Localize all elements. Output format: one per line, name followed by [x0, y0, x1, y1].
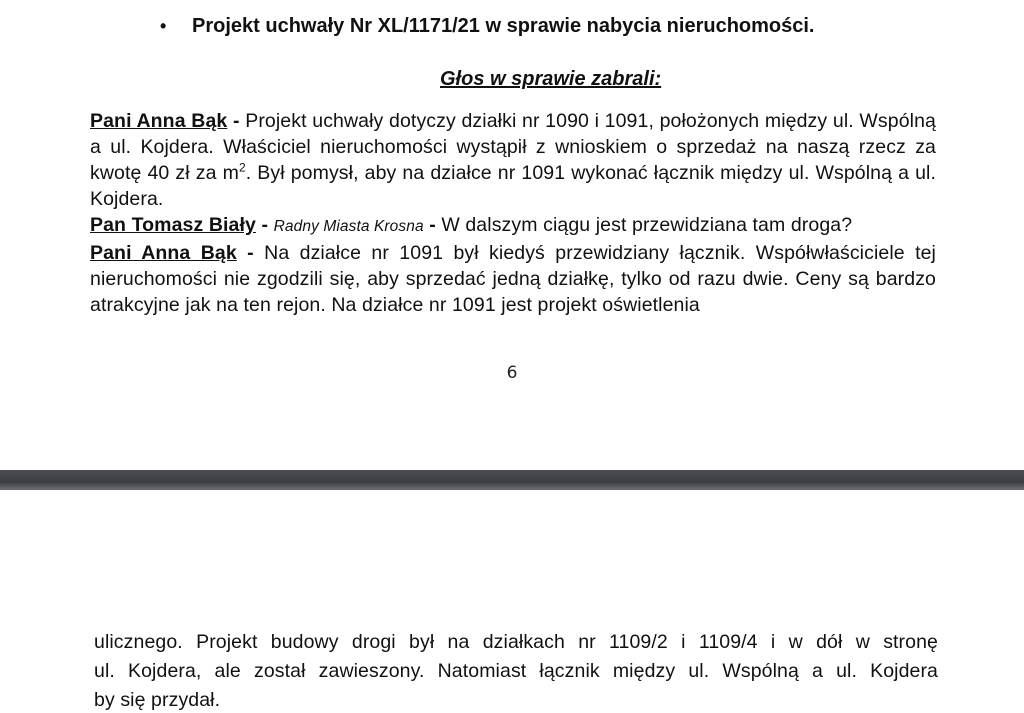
continued-text — [94, 628, 938, 713]
speaker-name: Pan Tomasz Biały — [90, 214, 256, 236]
section-heading: Głos w sprawie zabrali: — [440, 68, 662, 90]
speaker-name: Pani Anna Bąk — [90, 110, 228, 132]
speaker-dash: - — [236, 242, 265, 264]
statement-text: Projekt uchwały dotyczy działki nr 1090 i 1091, położonych między ul. Wspólną a ul. Kojdera. Właściciel nieruchomości wystąpił z wnioskiem o sprzedaż na naszą rzecz za kwotę 40 zł za m — [90, 110, 936, 184]
paragraph-3 — [90, 240, 936, 318]
paragraph-1 — [90, 108, 936, 212]
discussion-text — [90, 108, 936, 318]
role-dash: - — [423, 214, 442, 236]
page-separator — [0, 470, 1024, 490]
speaker-name: Pani Anna Bąk — [90, 242, 237, 264]
text-line: by się przydał. — [94, 689, 221, 711]
statement-text-continued: . Był pomysł, aby na działce nr 1091 wykonać łącznik między ul. Wspólną a ul. Kojdera. — [90, 162, 936, 210]
agenda-bullet-item — [160, 15, 814, 38]
speaker-role: Radny Miasta Krosna — [273, 218, 424, 235]
agenda-item-title: Projekt uchwały Nr XL/1171/21 w sprawie nabycia nieruchomości. — [192, 15, 815, 37]
text-line: ul. Kojdera, ale został zawieszony. Natomiast łącznik między ul. Wspólną a ul. Kojdera — [94, 660, 938, 682]
statement-text: W dalszym ciągu jest przewidziana tam droga? — [441, 214, 853, 236]
bullet-icon: • — [160, 16, 167, 36]
speaker-dash: - — [255, 214, 274, 236]
statement-text: Na działce nr 1091 był kiedyś przewidziany łącznik. Współwłaściciele tej nieruchomości nie zgodzili się, aby sprzedać jedną działkę, tylko od razu dwie. Ceny są bardzo atrakcyjne jak na ten rejon. Na działce nr 1091 jest projekt oświetlenia — [90, 242, 936, 316]
page-number: 6 — [506, 363, 518, 383]
superscript: 2 — [238, 160, 246, 175]
speaker-dash: - — [227, 110, 246, 132]
text-line: ulicznego. Projekt budowy drogi był na działkach nr 1109/2 i 1109/4 i w dół w stronę — [94, 631, 938, 653]
paragraph-2 — [90, 212, 936, 240]
